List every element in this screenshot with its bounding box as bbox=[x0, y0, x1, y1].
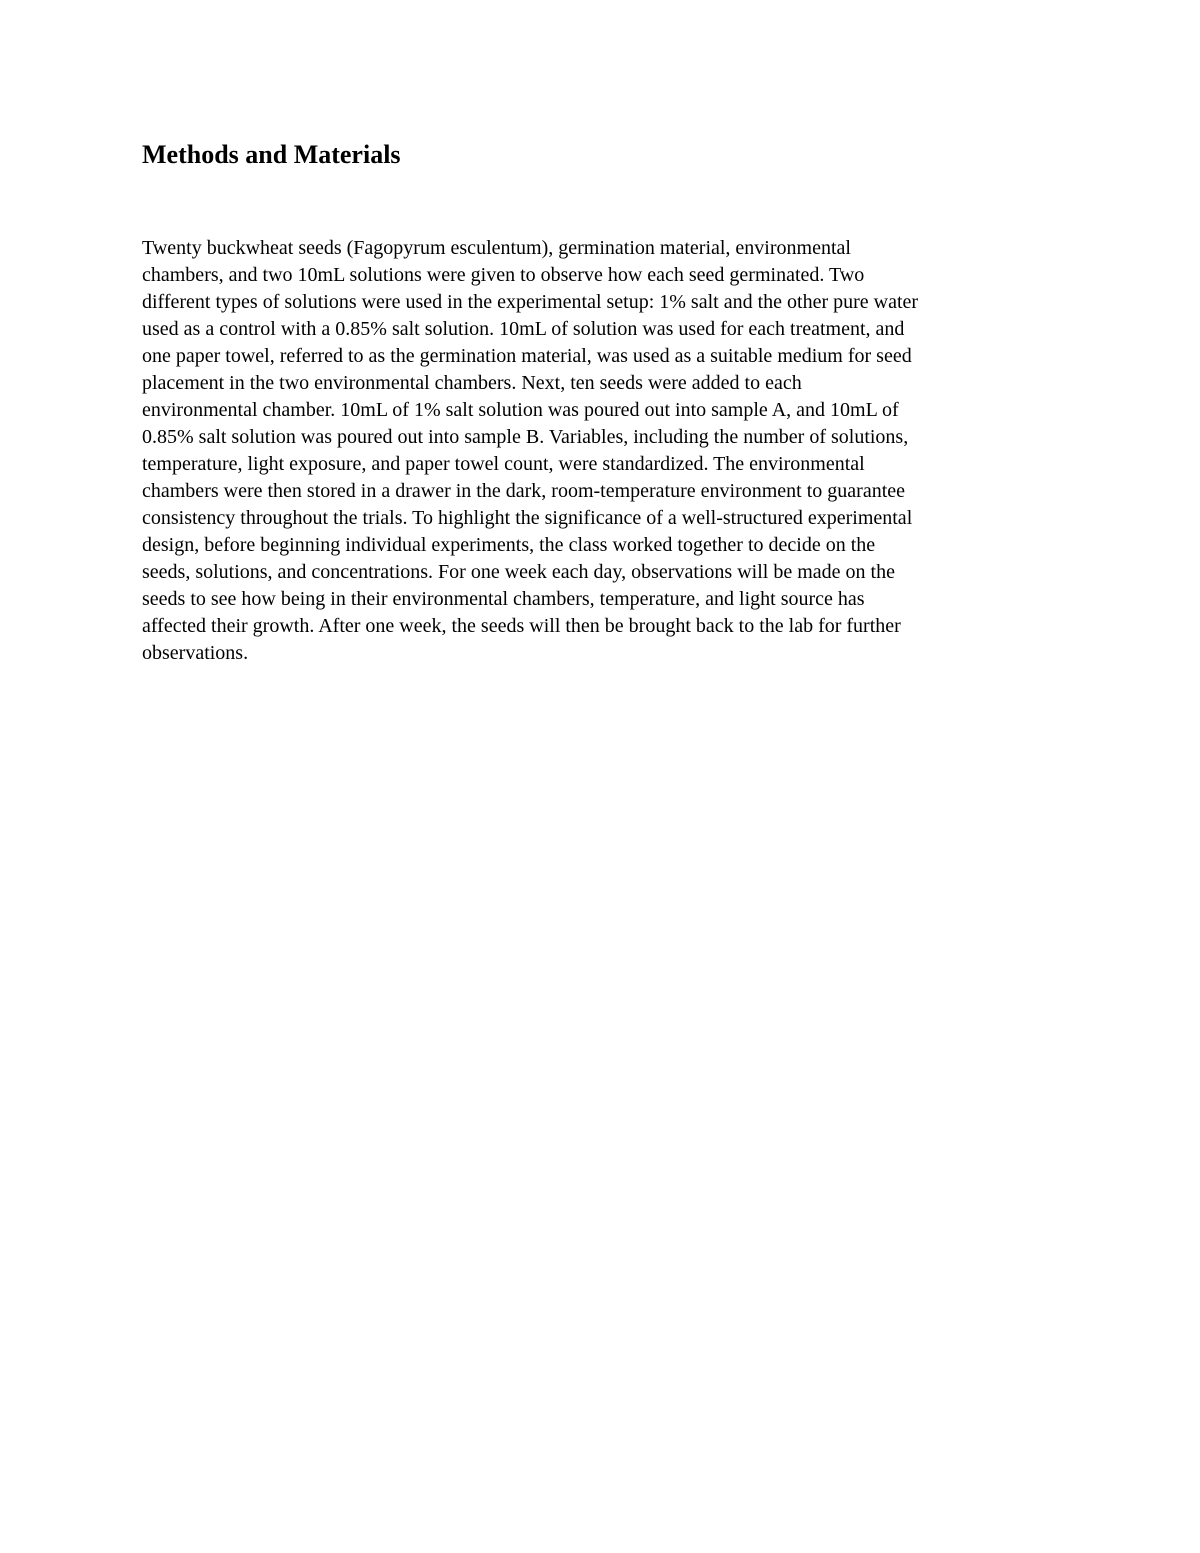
paragraph-line: placement in the two environmental chambers. Next, ten seeds were added to each bbox=[142, 372, 802, 394]
paragraph-line: 0.85% salt solution was poured out into sample B. Variables, including the number of solutions, bbox=[142, 426, 909, 448]
paragraph-line: seeds to see how being in their environmental chambers, temperature, and light source has bbox=[142, 588, 865, 610]
paragraph-line: design, before beginning individual experiments, the class worked together to decide on the bbox=[142, 534, 876, 556]
paragraph-line: temperature, light exposure, and paper towel count, were standardized. The environmental bbox=[142, 453, 865, 475]
section-heading: Methods and Materials bbox=[142, 140, 401, 169]
paragraph-line: environmental chamber. 10mL of 1% salt solution was poured out into sample A, and 10mL of bbox=[142, 399, 899, 421]
paragraph-line: chambers were then stored in a drawer in the dark, room-temperature environment to guarantee bbox=[142, 480, 906, 502]
paragraph-line: consistency throughout the trials. To highlight the significance of a well-structured experimental bbox=[142, 507, 913, 529]
paragraph-line: Twenty buckwheat seeds (Fagopyrum esculentum), germination material, environmental bbox=[142, 237, 851, 259]
paragraph-line: chambers, and two 10mL solutions were given to observe how each seed germinated. Two bbox=[142, 264, 865, 286]
paragraph-line: one paper towel, referred to as the germination material, was used as a suitable medium for seed bbox=[142, 345, 912, 367]
methods-paragraph bbox=[142, 235, 1082, 667]
paragraph-line: seeds, solutions, and concentrations. For one week each day, observations will be made on the bbox=[142, 561, 895, 583]
paragraph-line: observations. bbox=[142, 642, 249, 664]
paragraph-line: used as a control with a 0.85% salt solution. 10mL of solution was used for each treatment, and bbox=[142, 318, 905, 340]
paragraph-line: different types of solutions were used in the experimental setup: 1% salt and the other pure water bbox=[142, 291, 919, 313]
paragraph-line: affected their growth. After one week, the seeds will then be brought back to the lab for further bbox=[142, 615, 901, 637]
